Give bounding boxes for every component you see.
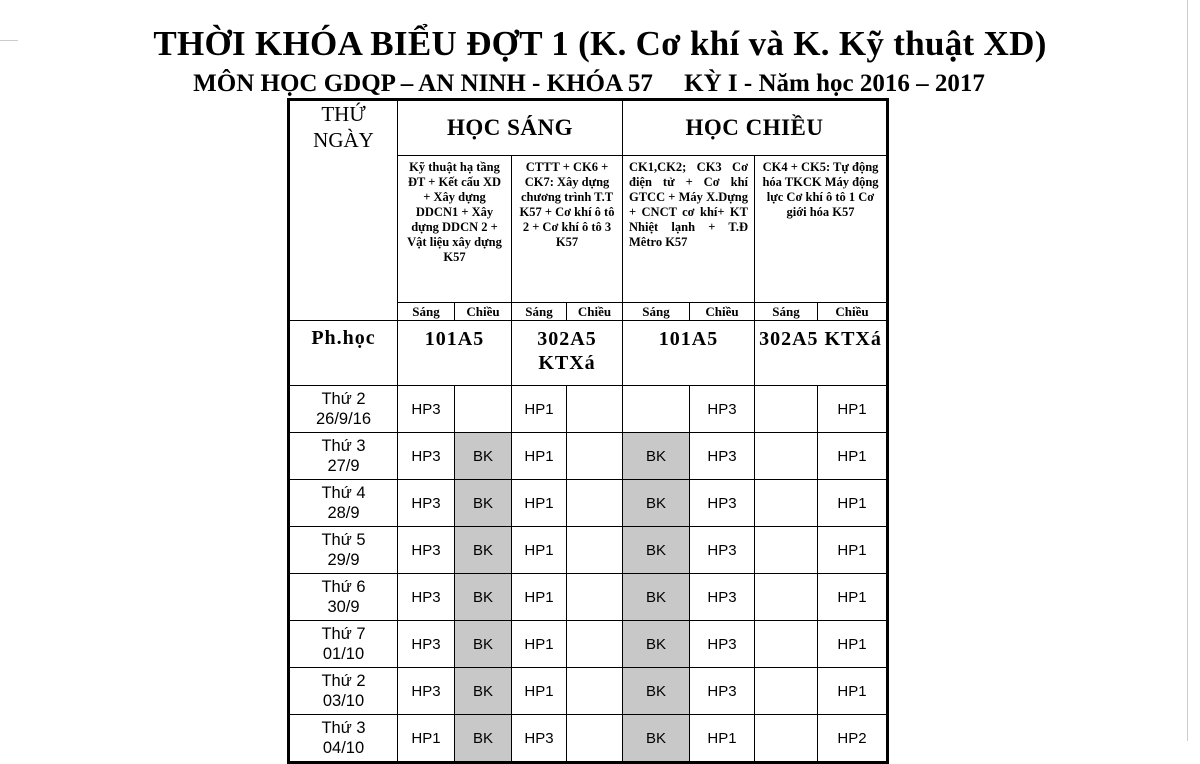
class-group-4: CK4 + CK5: Tự động hóa TKCK Máy động lực Cơ khí ô tô 1 Cơ giới hóa K57 [755, 156, 888, 303]
schedule-cell: HP3 [512, 715, 567, 763]
day-cell: Thứ 5 29/9 [289, 527, 398, 574]
schedule-cell: BK [455, 668, 512, 715]
schedule-cell [567, 668, 623, 715]
schedule-cell [755, 621, 818, 668]
hoc-chieu-header: HỌC CHIỀU [623, 100, 888, 156]
page-subtitle: MÔN HỌC GDQP – AN NINH - KHÓA 57 KỲ I - Năm học 2016 – 2017 [193, 70, 985, 97]
schedule-cell: HP1 [512, 433, 567, 480]
schedule-row [289, 574, 888, 621]
schedule-cell [455, 386, 512, 433]
schedule-cell: HP1 [512, 668, 567, 715]
schedule-cell: HP1 [512, 574, 567, 621]
schedule-cell: BK [623, 574, 690, 621]
schedule-cell [567, 621, 623, 668]
schedule-cell: BK [455, 433, 512, 480]
schedule-cell: HP1 [512, 386, 567, 433]
room-value: 302A5 KTXá [755, 321, 888, 386]
chieu-subheader: Chiều [818, 303, 888, 321]
schedule-cell: HP1 [512, 480, 567, 527]
schedule-row [289, 527, 888, 574]
schedule-cell [755, 527, 818, 574]
room-value: 302A5 KTXá [512, 321, 623, 386]
day-cell: Thứ 7 01/10 [289, 621, 398, 668]
schedule-cell: BK [623, 668, 690, 715]
schedule-row [289, 386, 888, 433]
day-cell: Thứ 6 30/9 [289, 574, 398, 621]
schedule-cell: HP1 [398, 715, 455, 763]
schedule-cell: HP1 [818, 668, 888, 715]
schedule-cell [623, 386, 690, 433]
day-cell: Thứ 2 26/9/16 [289, 386, 398, 433]
schedule-cell: HP1 [690, 715, 755, 763]
page-title: THỜI KHÓA BIỂU ĐỢT 1 (K. Cơ khí và K. Kỹ thuật XD) [153, 24, 1047, 63]
schedule-cell [567, 433, 623, 480]
sang-subheader: Sáng [512, 303, 567, 321]
room-value: 101A5 [623, 321, 755, 386]
schedule-cell [567, 574, 623, 621]
schedule-cell [755, 668, 818, 715]
room-value: 101A5 [398, 321, 512, 386]
schedule-cell: HP1 [512, 621, 567, 668]
schedule-cell: HP1 [818, 480, 888, 527]
hoc-sang-header: HỌC SÁNG [398, 100, 623, 156]
schedule-cell: HP3 [398, 433, 455, 480]
schedule-cell: HP1 [818, 433, 888, 480]
schedule-row [289, 433, 888, 480]
class-group-1: Kỹ thuật hạ tầng ĐT + Kết cấu XD + Xây dựng DDCN1 + Xây dựng DDCN 2 + Vật liệu xây dựng K57 [398, 156, 512, 303]
schedule-cell: HP3 [690, 668, 755, 715]
schedule-cell [755, 715, 818, 763]
schedule-row [289, 621, 888, 668]
sang-subheader: Sáng [755, 303, 818, 321]
schedule-cell: BK [455, 621, 512, 668]
schedule-row [289, 668, 888, 715]
schedule-cell [567, 715, 623, 763]
schedule-cell: HP3 [398, 621, 455, 668]
schedule-cell [755, 480, 818, 527]
schedule-cell: BK [455, 527, 512, 574]
schedule-cell: HP3 [690, 433, 755, 480]
schedule-cell: HP3 [690, 527, 755, 574]
schedule-table [287, 98, 889, 764]
chieu-subheader: Chiều [567, 303, 623, 321]
room-label: Ph.học [289, 321, 398, 386]
schedule-cell: HP3 [398, 386, 455, 433]
day-cell: Thứ 4 28/9 [289, 480, 398, 527]
schedule-cell: BK [623, 480, 690, 527]
schedule-cell: HP2 [818, 715, 888, 763]
schedule-cell: BK [623, 621, 690, 668]
schedule-cell: HP1 [818, 574, 888, 621]
sang-subheader: Sáng [398, 303, 455, 321]
schedule-cell [755, 433, 818, 480]
schedule-cell [567, 386, 623, 433]
day-cell: Thứ 3 27/9 [289, 433, 398, 480]
schedule-cell: HP3 [398, 574, 455, 621]
class-group-3: CK1,CK2; CK3 Cơ điện tử + Cơ khí GTCC + Máy X.Dựng + CNCT cơ khí+ KT Nhiệt lạnh + T.Đ Mêtro K57 [623, 156, 755, 303]
schedule-cell: HP1 [818, 386, 888, 433]
schedule-cell: HP3 [690, 386, 755, 433]
schedule-cell: BK [455, 574, 512, 621]
chieu-subheader: Chiều [455, 303, 512, 321]
schedule-cell [567, 527, 623, 574]
schedule-cell: BK [623, 715, 690, 763]
sang-subheader: Sáng [623, 303, 690, 321]
schedule-cell: HP3 [690, 480, 755, 527]
schedule-cell: HP3 [398, 527, 455, 574]
schedule-cell: HP1 [818, 621, 888, 668]
thu-ngay-header: THỨ NGÀY [289, 100, 398, 321]
schedule-cell: HP1 [818, 527, 888, 574]
schedule-cell: HP3 [398, 668, 455, 715]
day-cell: Thứ 2 03/10 [289, 668, 398, 715]
schedule-cell: BK [623, 527, 690, 574]
schedule-cell: HP1 [512, 527, 567, 574]
schedule-row [289, 715, 888, 763]
chieu-subheader: Chiều [690, 303, 755, 321]
schedule-cell: HP3 [398, 480, 455, 527]
schedule-cell [755, 386, 818, 433]
schedule-cell: BK [455, 480, 512, 527]
schedule-cell: BK [623, 433, 690, 480]
schedule-cell: HP3 [690, 621, 755, 668]
class-group-2: CTTT + CK6 + CK7: Xây dựng chương trình T.T K57 + Cơ khí ô tô 2 + Cơ khí ô tô 3 K57 [512, 156, 623, 303]
schedule-cell [567, 480, 623, 527]
day-cell: Thứ 3 04/10 [289, 715, 398, 763]
schedule-cell: BK [455, 715, 512, 763]
schedule-cell [755, 574, 818, 621]
schedule-cell: HP3 [690, 574, 755, 621]
schedule-row [289, 480, 888, 527]
